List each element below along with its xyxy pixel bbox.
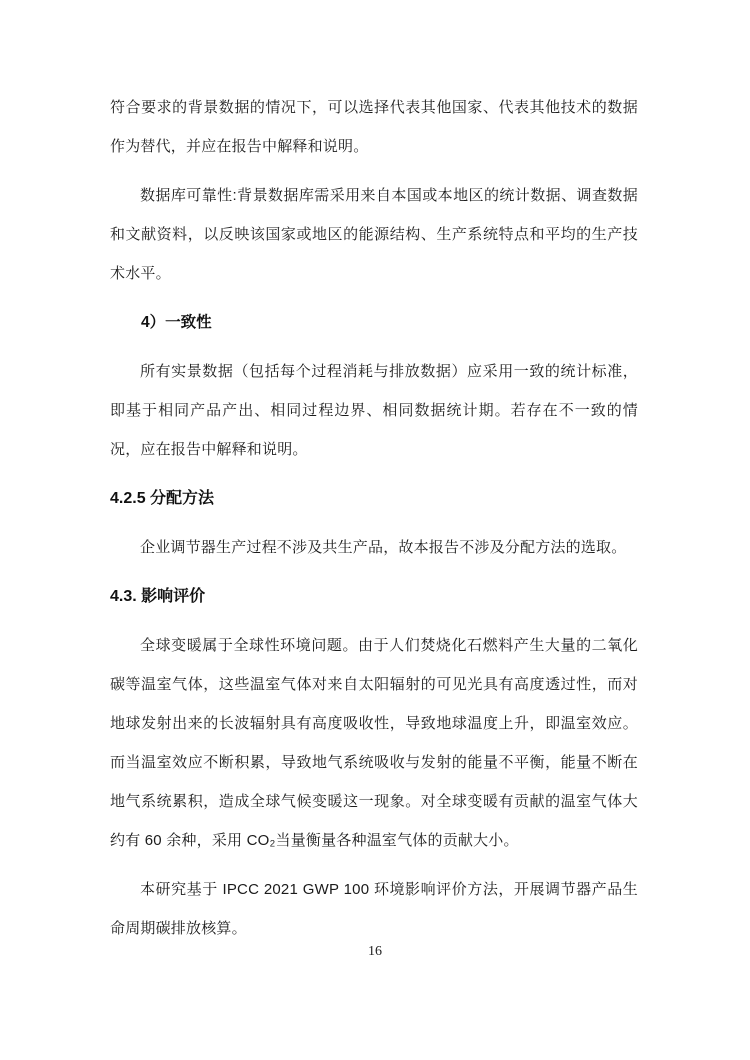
paragraph-ipcc-method: 本研究基于 IPCC 2021 GWP 100 环境影响评价方法，开展调节器产品生命周期碳排放核算。	[110, 881, 638, 937]
paragraph-database-reliability: 数据库可靠性:背景数据库需采用来自本国或本地区的统计数据、调查数据和文献资料，以反映该国家或地区的能源结构、生产系统特点和平均的生产技术水平。	[110, 187, 638, 282]
section-heading-allocation-method: 4.2.5 分配方法	[110, 490, 215, 507]
paragraph-foreground-data-consistency: 所有实景数据（包括每个过程消耗与排放数据）应采用一致的统计标准，即基于相同产品产出、相同过程边界、相同数据统计期。若存在不一致的情况，应在报告中解释和说明。	[110, 363, 638, 458]
subheading-consistency: 4）一致性	[141, 314, 212, 331]
paragraph-background-data-substitute: 符合要求的背景数据的情况下，可以选择代表其他国家、代表其他技术的数据作为替代，并应在报告中解释和说明。	[110, 99, 638, 155]
paragraph-global-warming: 全球变暖属于全球性环境问题。由于人们焚烧化石燃料产生大量的二氧化碳等温室气体，这些温室气体对来自太阳辐射的可见光具有高度透过性，而对地球发射出来的长波辐射具有高度吸收性，导致地球温度上升，即温室效应。而当温室效应不断积累，导致地气系统吸收与发射的能量不平衡，能量不断在地气系统累积，造成全球气候变暖这一现象。对全球变暖有贡献的温室气体大约有 60 余种，采用 CO₂当量衡量各种温室气体的贡献大小。	[110, 637, 638, 849]
paragraph-allocation-not-involved: 企业调节器生产过程不涉及共生产品，故本报告不涉及分配方法的选取。	[140, 539, 627, 556]
page-number: 16	[368, 944, 382, 959]
page-content	[110, 88, 638, 958]
section-heading-impact-assessment: 4.3. 影响评价	[110, 588, 206, 605]
